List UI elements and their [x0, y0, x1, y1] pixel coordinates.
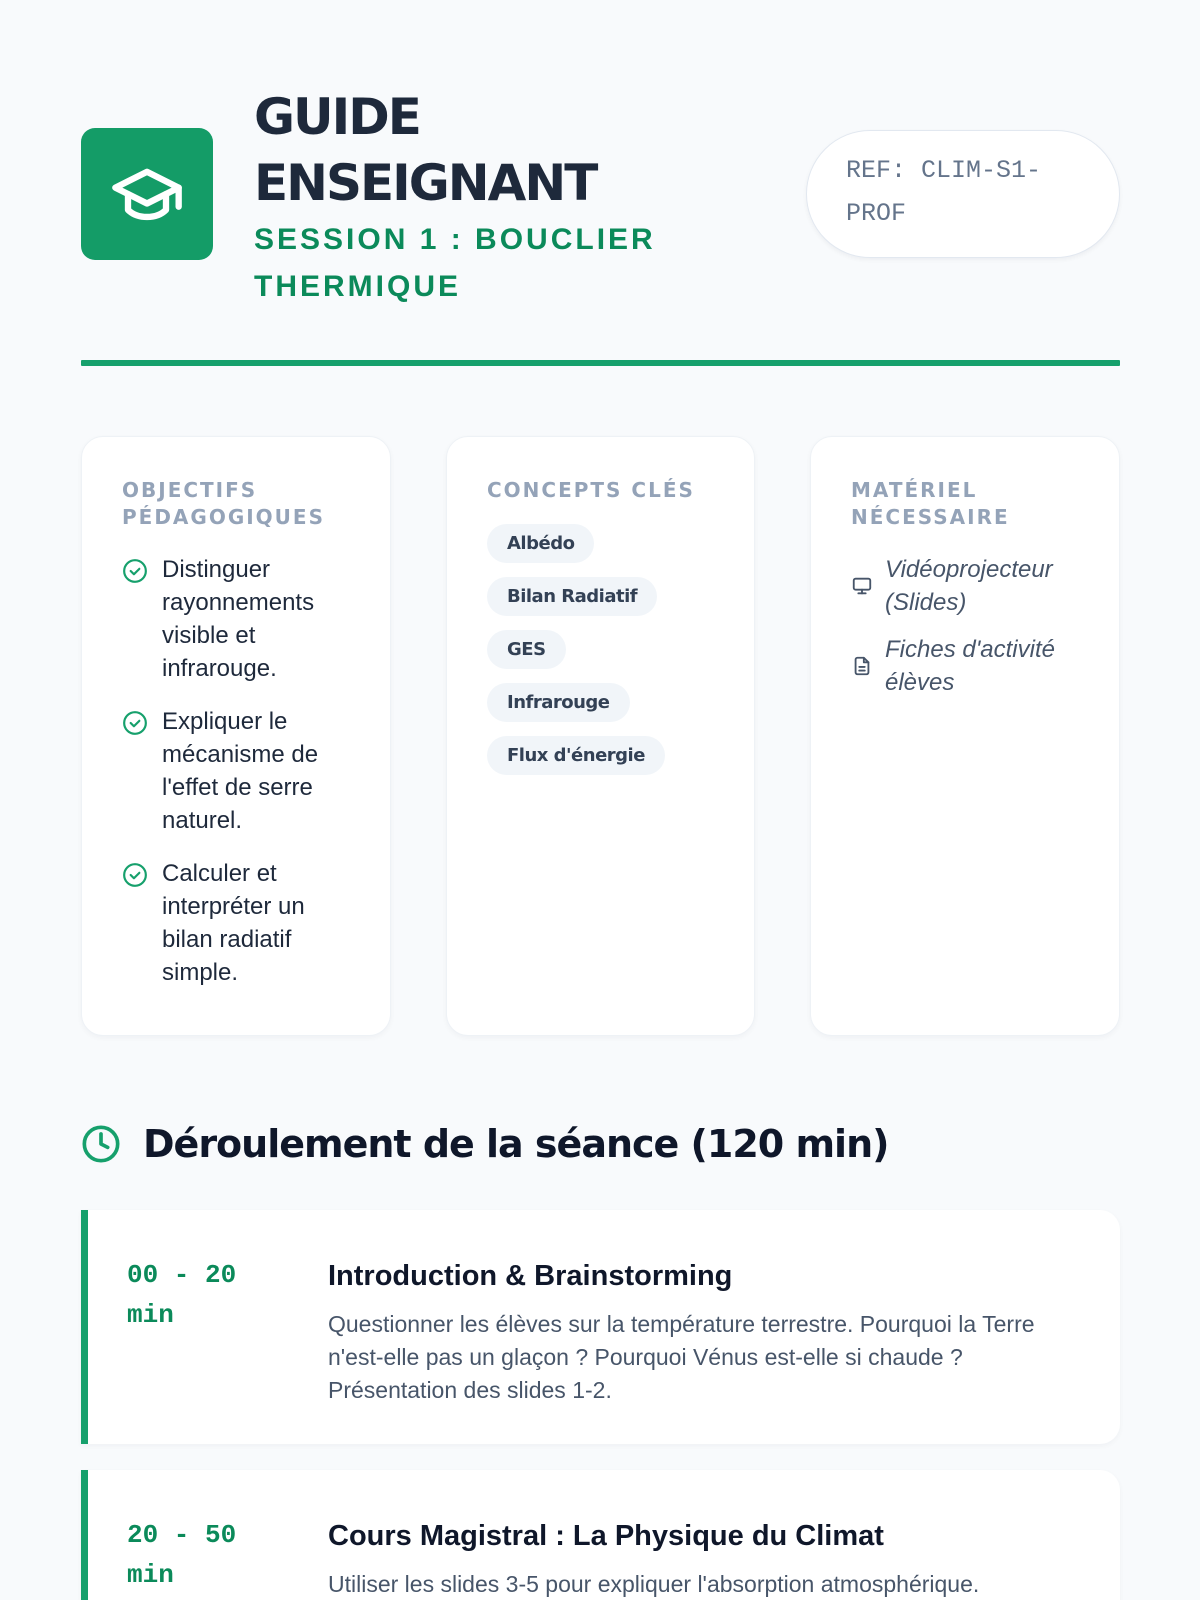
list-item [122, 705, 350, 837]
schedule-step [81, 1470, 1120, 1600]
clock-icon [81, 1124, 121, 1164]
concept-tag: Bilan Radiatif [487, 577, 657, 616]
list-item [851, 633, 1079, 699]
reference-badge: REF: CLIM-S1-PROF [806, 130, 1120, 258]
check-circle-icon [122, 558, 148, 584]
objectives-list [122, 553, 350, 989]
step-title: Cours Magistral : La Physique du Climat [328, 1520, 884, 1552]
objectives-card [81, 436, 391, 1036]
list-item [851, 553, 1079, 619]
monitor-icon [851, 575, 873, 597]
schedule-title: Déroulement de la séance (120 min) [143, 1122, 889, 1166]
title-block [254, 84, 734, 310]
schedule-step [81, 1210, 1120, 1444]
materials-heading: MATÉRIEL NÉCESSAIRE [851, 478, 1010, 529]
concept-tags [487, 524, 714, 775]
page-subtitle: SESSION 1 : BOUCLIER THERMIQUE [254, 223, 656, 303]
materials-card [810, 436, 1120, 1036]
step-time: 20 - 50 min [127, 1520, 237, 1590]
check-circle-icon [122, 710, 148, 736]
concepts-heading: CONCEPTS CLÉS [487, 478, 695, 502]
list-item [122, 857, 350, 989]
page-title: GUIDE ENSEIGNANT [254, 88, 597, 212]
concept-tag: GES [487, 630, 566, 669]
concepts-card [446, 436, 755, 1036]
step-title: Introduction & Brainstorming [328, 1260, 733, 1292]
material-label: Fiches d'activité élèves [885, 636, 1055, 696]
objective-text: Expliquer le mécanisme de l'effet de serre naturel. [162, 708, 319, 834]
concept-tag: Flux d'énergie [487, 736, 665, 775]
document-icon [851, 655, 873, 677]
concept-tag: Infrarouge [487, 683, 630, 722]
step-description: Questionner les élèves sur la température terrestre. Pourquoi la Terre n'est-elle pas un glaçon ? Pourquoi Vénus est-elle si chaude ? Présentation des slides 1-2. [328, 1311, 1035, 1403]
material-label: Vidéoprojecteur (Slides) [885, 556, 1053, 616]
objective-text: Calculer et interpréter un bilan radiatif simple. [162, 860, 305, 986]
step-description: Utiliser les slides 3-5 pour expliquer l'absorption atmosphérique. [328, 1571, 980, 1597]
list-item [122, 553, 350, 685]
schedule-heading [81, 1114, 889, 1174]
graduation-cap-icon [109, 156, 185, 232]
objective-text: Distinguer rayonnements visible et infrarouge. [162, 556, 315, 682]
check-circle-icon [122, 862, 148, 888]
materials-list [851, 553, 1079, 699]
objectives-heading: OBJECTIFS PÉDAGOGIQUES [122, 478, 325, 529]
logo-badge [81, 128, 213, 260]
header-divider [81, 360, 1120, 366]
concept-tag: Albédo [487, 524, 594, 563]
step-time: 00 - 20 min [127, 1260, 237, 1330]
